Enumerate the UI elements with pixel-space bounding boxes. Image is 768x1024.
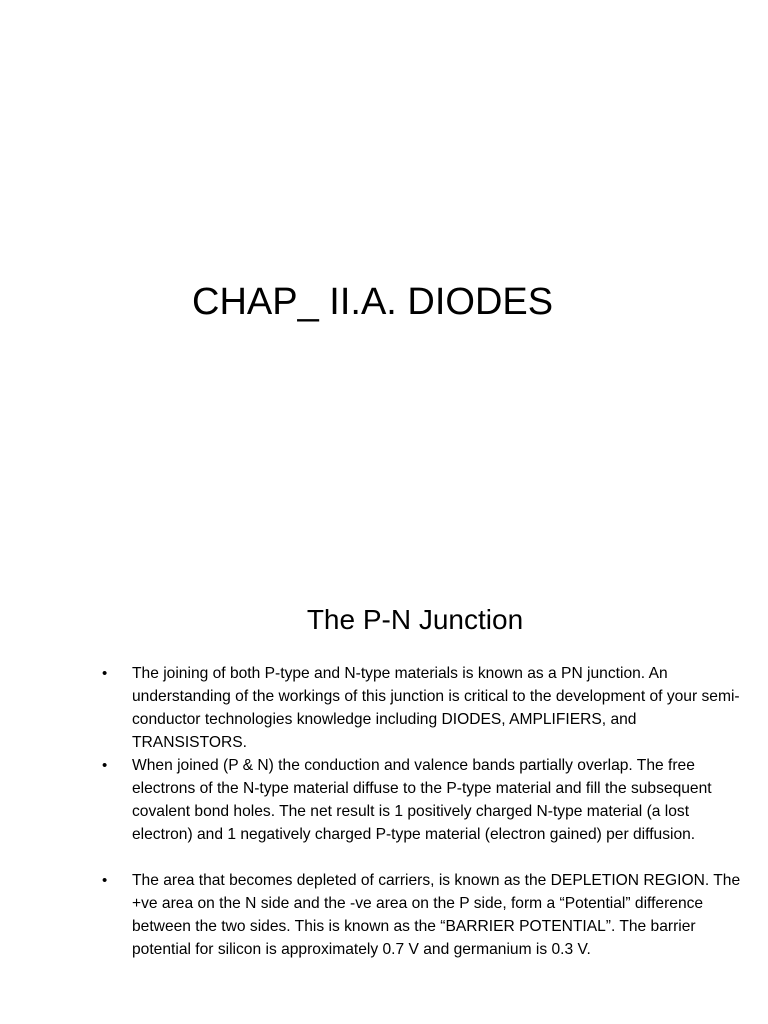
slide-title: CHAP_ II.A. DIODES [192,281,554,323]
bullet-text: The area that becomes depleted of carriers, is known as the DEPLETION REGION. The +ve area on the N side and the -ve area on the P side, form a “Potential” difference between the two sides. This is known as the “BARRIER POTENTIAL”. The barrier potential for silicon is approximately 0.7 V and germanium is 0.3 V. [132,872,741,958]
bullet-text: When joined (P & N) the conduction and valence bands partially overlap. The free electrons of the N-type material diffuse to the P-type material and fill the subsequent covalent bond holes. The net result is 1 positively charged N-type material (a lost electron) and 1 negatively charged P-type material (electron gained) per diffusion. [132,757,712,843]
bullet-text: The joining of both P-type and N-type materials is known as a PN junction. An understanding of the workings of this junction is critical to the development of your semi-conductor technologies knowledge including DIODES, AMPLIFIERS, and TRANSISTORS. [132,665,740,751]
bullet-icon: • [102,665,108,682]
list-item [0,754,768,846]
bullet-list [0,662,768,961]
bullet-icon: • [102,872,108,889]
list-item [0,869,768,961]
bullet-icon: • [102,757,108,774]
section-title: The P-N Junction [306,604,524,635]
list-item [0,662,768,754]
